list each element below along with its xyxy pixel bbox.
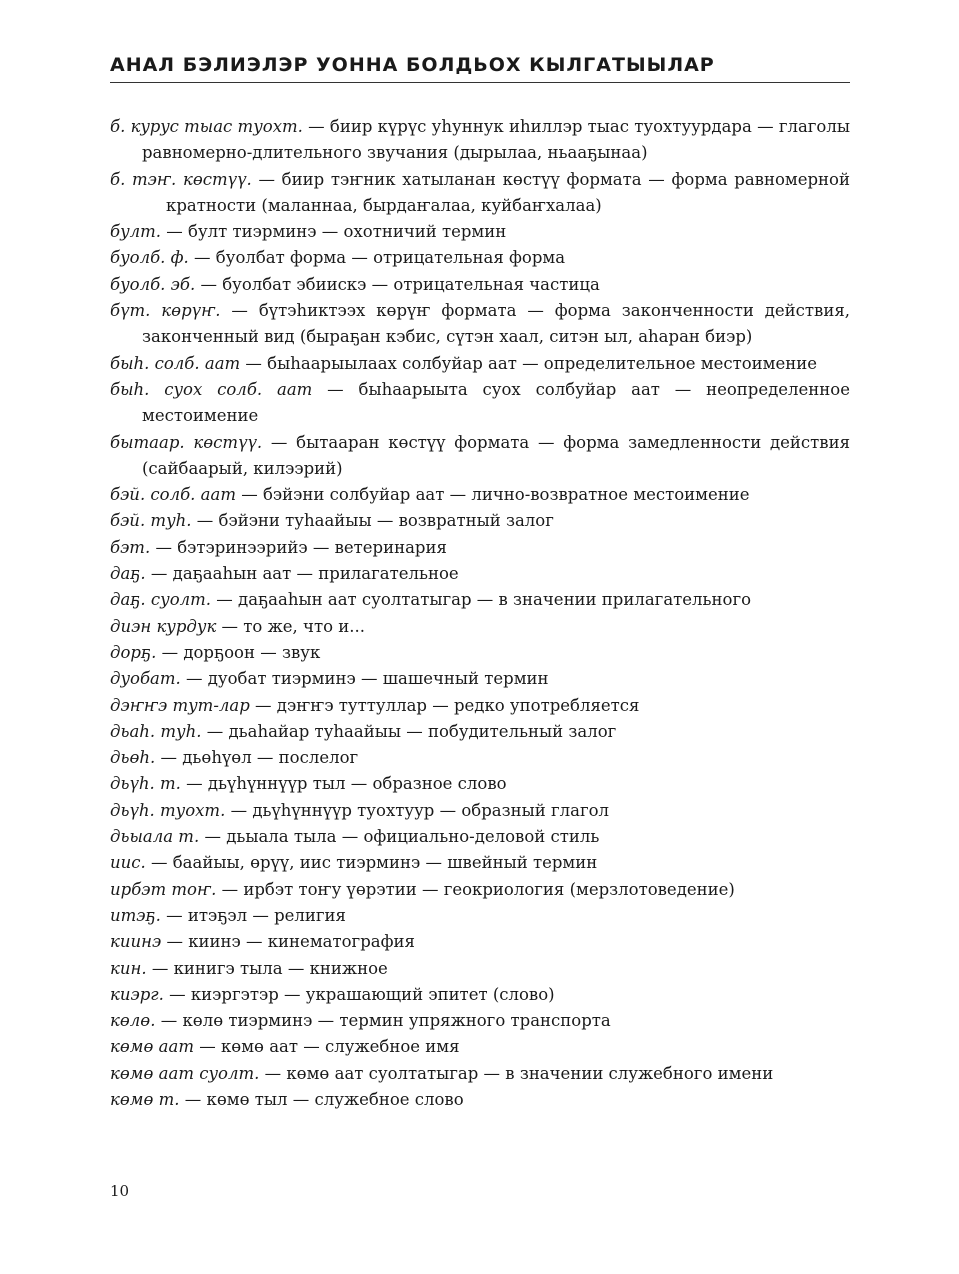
abbreviation-entry	[110, 877, 850, 903]
abbreviation-definition: — дуобат тиэрминэ — шашечный термин	[180, 669, 549, 689]
abbreviation-term: даҕ.	[110, 564, 146, 584]
abbreviation-definition: — дьаһайар туһаайыы — побудительный залог	[201, 721, 617, 741]
abbreviation-entry	[110, 982, 850, 1008]
abbreviation-definition: — ирбэт тоҥу үөрэтии — геокриология (мерзлотоведение)	[216, 879, 735, 899]
abbreviation-definition: — даҕааһын аат суолтатыгар — в значении прилагательного	[211, 590, 752, 610]
abbreviation-definition: — дьүһүннүүр туохтуур — образный глагол	[225, 800, 610, 820]
abbreviation-entry	[110, 693, 850, 719]
abbreviation-definition: — буолбат эбиискэ — отрицательная частица	[195, 274, 600, 294]
abbreviation-entry	[110, 114, 850, 167]
abbreviation-entry	[110, 1087, 850, 1113]
abbreviation-entry	[110, 771, 850, 797]
abbreviation-definition: — бэйэни туһаайыы — возвратный залог	[191, 511, 554, 531]
abbreviation-definition: — киинэ — кинематография	[161, 932, 415, 952]
abbreviation-entry	[110, 850, 850, 876]
abbreviation-term: б. тэҥ. көстүү.	[110, 169, 252, 189]
abbreviation-entry	[110, 508, 850, 534]
abbreviation-term: дьаһ. туһ.	[110, 721, 202, 741]
abbreviation-entry	[110, 351, 850, 377]
abbreviation-definition: — көлө тиэрминэ — термин упряжного транспорта	[155, 1011, 611, 1031]
abbreviation-term: кин.	[110, 958, 147, 978]
abbreviation-definition: — даҕааһын аат — прилагательное	[145, 564, 459, 584]
abbreviation-entry	[110, 272, 850, 298]
abbreviation-definition: — быһаарыылаах солбуйар аат — определительное местоимение	[240, 353, 818, 373]
abbreviation-definition: — буолбат форма — отрицательная форма	[188, 248, 566, 268]
abbreviation-entry	[110, 956, 850, 982]
abbreviation-entry	[110, 535, 850, 561]
abbreviation-definition: — итэҕэл — религия	[160, 905, 346, 925]
abbreviation-entry	[110, 1008, 850, 1034]
abbreviation-entry	[110, 666, 850, 692]
abbreviation-term: дьүһ. т.	[110, 774, 181, 794]
page-number: 10	[110, 1182, 130, 1200]
abbreviation-term: иис.	[110, 853, 146, 873]
abbreviation-definition: — дьөһүөл — послелог	[155, 748, 359, 768]
abbreviation-term: дьөһ.	[110, 748, 156, 768]
abbreviation-term: дьүһ. туохт.	[110, 800, 226, 820]
abbreviation-definition: — дэҥҥэ туттуллар — редко употребляется	[249, 695, 640, 715]
abbreviation-entry	[110, 719, 850, 745]
abbreviation-term: быһ. суох солб. аат	[110, 379, 313, 399]
abbreviation-term: буолб. ф.	[110, 248, 189, 268]
abbreviation-term: даҕ. суолт.	[110, 590, 212, 610]
abbreviation-term: дэҥҥэ тут-лар	[110, 695, 250, 715]
abbreviation-definition: — көмө аат — служебное имя	[193, 1037, 460, 1057]
abbreviation-definition: — бүтэһиктээх көрүҥ формата — форма законченности действия, законченный вид (быраҕан кэбис, сүтэн хаал, ситэн ыл, аһаран биэр)	[142, 301, 850, 347]
abbreviation-entry	[110, 1034, 850, 1060]
abbreviation-entry	[110, 377, 850, 430]
abbreviation-entry	[110, 798, 850, 824]
abbreviation-entry	[110, 903, 850, 929]
abbreviation-term: ирбэт тоҥ.	[110, 879, 217, 899]
abbreviation-term: б. кyрyс тыас туохт.	[110, 117, 303, 136]
abbreviation-entry	[110, 430, 850, 483]
abbreviation-definition: — булт тиэрминэ — охотничий термин	[161, 222, 507, 242]
abbreviation-term: көмө аат	[110, 1037, 194, 1057]
abbreviation-definition: — дьыала тыла — официально-деловой стиль	[199, 827, 600, 847]
running-header	[110, 48, 850, 83]
abbreviation-term: быһ. солб. аат	[110, 353, 241, 373]
abbreviation-entry	[110, 219, 850, 245]
abbreviation-term: көмө аат суолт.	[110, 1063, 260, 1083]
abbreviation-definition: — быһаарыыта суох солбуйар аат — неопределенное местоимение	[142, 379, 850, 426]
abbreviation-term: көмө т.	[110, 1089, 180, 1109]
abbreviation-entry	[110, 298, 850, 351]
abbreviation-term: итэҕ.	[110, 905, 161, 925]
abbreviation-entry	[110, 587, 850, 613]
abbreviation-definition: — кинигэ тыла — книжное	[146, 958, 388, 978]
abbreviation-entry	[110, 561, 850, 587]
abbreviation-definition: — дорҕоон — звук	[156, 642, 321, 662]
abbreviation-term: бэй. солб. аат	[110, 485, 236, 505]
abbreviation-definition: — биир күрүс уһуннук иһиллэр тыас туохтуурдара — глаголы равномерно-длительного звучания (дырылаа, ньааҕынаа)	[142, 117, 850, 163]
abbreviation-term: булт.	[110, 222, 162, 242]
abbreviation-entry	[110, 929, 850, 955]
abbreviation-term: киэрг.	[110, 984, 164, 1004]
abbreviation-term: буолб. эб.	[110, 274, 196, 294]
abbreviation-entry	[110, 640, 850, 666]
abbreviation-term: бүт. көрүҥ.	[110, 301, 221, 321]
abbreviation-entry	[110, 1061, 850, 1087]
abbreviation-definition: — баайыы, өрүү, иис тиэрминэ — швейный термин	[145, 853, 598, 873]
abbreviation-entry	[110, 245, 850, 271]
abbreviation-list	[110, 114, 850, 1113]
abbreviation-entry	[110, 167, 850, 220]
abbreviation-entry	[110, 824, 850, 850]
running-header-title: АНАЛ БЭЛИЭЛЭР УОННА БОЛДЬОХ КЫЛГАТЫЫЛАР	[110, 54, 715, 76]
abbreviation-term: бэй. туһ.	[110, 511, 192, 531]
abbreviation-term: бытаар. көстүү.	[110, 432, 263, 452]
abbreviation-definition: — биир тэҥник хатыланан көстүү формата — форма равномерной кратности (маланнаа, бырдаҥалаа, куйбаҥхалаа)	[166, 169, 850, 215]
abbreviation-definition: — бэтэринээрийэ — ветеринария	[150, 537, 447, 557]
abbreviation-definition: — бэйэни солбуйар аат — лично-возвратное местоимение	[236, 485, 750, 505]
abbreviation-term: бэт.	[110, 537, 151, 557]
abbreviation-definition: — киэргэтэр — украшающий эпитет (слово)	[163, 984, 555, 1004]
abbreviation-entry	[110, 745, 850, 771]
abbreviation-term: көлө.	[110, 1011, 156, 1031]
abbreviation-definition: — то же, что и...	[216, 616, 365, 636]
abbreviation-term: дуобат.	[110, 669, 181, 689]
abbreviation-term: диэн курдук	[110, 616, 217, 636]
abbreviation-entry	[110, 614, 850, 640]
abbreviation-term: дьыала т.	[110, 827, 200, 847]
abbreviation-entry	[110, 482, 850, 508]
abbreviation-term: киинэ	[110, 932, 162, 952]
abbreviation-definition: — көмө аат суолтатыгар — в значении служебного имени	[259, 1063, 774, 1083]
abbreviation-definition: — көмө тыл — служебное слово	[179, 1089, 464, 1109]
abbreviation-definition: — бытааран көстүү формата — форма замедленности действия (сайбаарый, килээрий)	[142, 432, 850, 478]
abbreviation-definition: — дьүһүннүүр тыл — образное слово	[180, 774, 507, 794]
abbreviation-term: дорҕ.	[110, 642, 157, 662]
